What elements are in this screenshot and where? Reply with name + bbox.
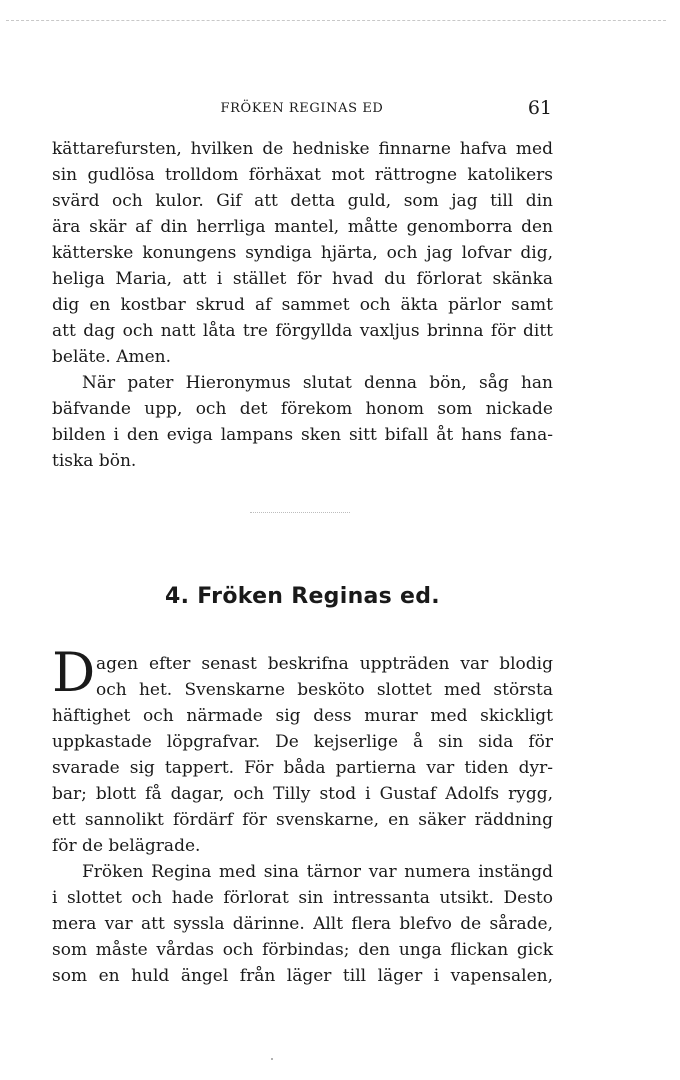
text-line: bilden i den eviga lampans sken sitt bifall åt hans fana- [52,425,553,445]
text-line: dig en kostbar skrud af sammet och äkta pärlor samt [52,295,553,315]
text-line: beläte. Amen. [52,347,172,367]
text-line: kättarefursten, hvilken de hedniske finnarne hafva med [52,139,553,159]
text-line: som måste vårdas och förbindas; den unga flickan gick [52,940,553,960]
text-line: heliga Maria, att i stället för hvad du förlorat skänka [52,269,553,289]
text-line: ära skär af din herrliga mantel, måtte genomborra den [52,217,553,237]
section-divider [250,512,350,513]
text-line: ett sannolikt fördärf för svenskarne, en säker räddning [52,810,553,830]
text-line: bar; blott få dagar, och Tilly stod i Gustaf Adolfs rygg, [52,784,553,804]
running-header [52,97,552,123]
text-line: häftighet och närmade sig dess murar med skickligt [52,706,553,726]
body-text-bottom [52,651,553,989]
text-line: uppkastade löpgrafvar. De kejserlige å sin sida för [52,732,553,752]
text-line: agen efter senast beskrifna uppträden var blodig [96,654,553,674]
text-line: Fröken Regina med sina tärnor var numera instängd [82,862,553,882]
paragraph [52,370,553,474]
text-line: sin gudlösa trolldom förhäxat mot rättrogne katolikers [52,165,553,185]
scan-speck [271,1058,273,1060]
page-number: 61 [527,97,552,119]
chapter-heading: 4. Fröken Reginas ed. [165,584,440,609]
drop-cap: D [52,641,96,704]
text-line: som en huld ängel från läger till läger i vapensalen, [52,966,553,986]
text-line: i slottet och hade förlorat sin intressanta utsikt. Desto [52,888,553,908]
text-line: att dag och natt låta tre förgyllda vaxljus brinna för ditt [52,321,553,341]
paragraph [52,136,553,370]
text-line: bäfvande upp, och det förekom honom som nickade [52,399,553,419]
text-line: svarade sig tappert. För båda partierna var tiden dyr- [52,758,553,778]
text-line: tiska bön. [52,451,137,471]
paragraph [52,859,553,989]
running-title: FRÖKEN REGINAS ED [220,101,384,116]
text-line: för de belägrade. [52,836,201,856]
paragraph [52,651,553,859]
text-line: svärd och kulor. Gif att detta guld, som jag till din [52,191,553,211]
text-line: När pater Hieronymus slutat denna bön, såg han [82,373,553,393]
scan-edge-line [6,20,666,21]
text-line: kätterske konungens syndiga hjärta, och jag lofvar dig, [52,243,553,263]
body-text-top [52,136,553,474]
text-line: mera var att syssla därinne. Allt flera blefvo de sårade, [52,914,553,934]
text-line: och het. Svenskarne besköto slottet med största [96,680,553,700]
